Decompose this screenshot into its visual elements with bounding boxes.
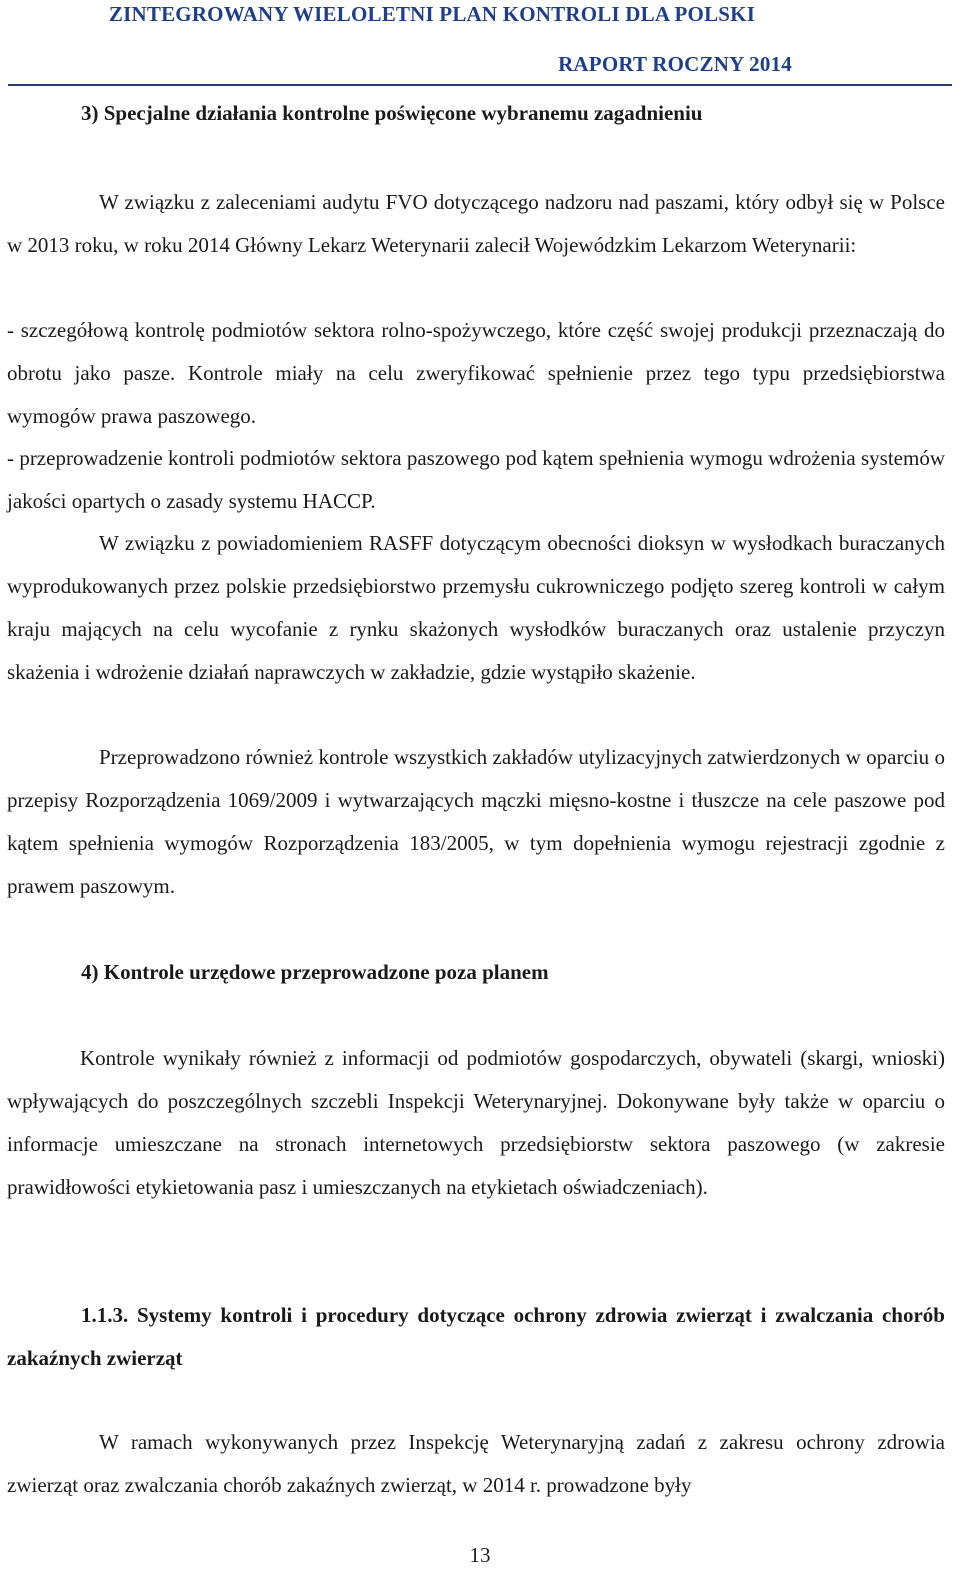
paragraph-fvo-audit: W związku z zaleceniami audytu FVO dotyczącego nadzoru nad paszami, który odbył się w Polsce w 2013 roku, w roku 2014 Główny Lekarz Weterynarii zalecił Wojewódzkim Lekarzom Weterynarii: [7, 190, 945, 257]
section-heading-1-1-3: 1.1.3. Systemy kontroli i procedury dotyczące ochrony zdrowia zwierząt i zwalczania chorób zakaźnych zwierząt [7, 1303, 945, 1370]
paragraph-detailed-control: - szczegółową kontrolę podmiotów sektora rolno-spożywczego, które część swojej produkcji przeznaczają do obrotu jako pasze. Kontrole miały na celu zweryfikować spełnienie przez tego typu przedsiębiorstwa wymogów prawa paszowego. [7, 318, 945, 428]
paragraph-utilization-plants: Przeprowadzono również kontrole wszystkich zakładów utylizacyjnych zatwierdzonych w oparciu o przepisy Rozporządzenia 1069/2009 i wytwarzających mączki mięsno-kostne i tłuszcze na cele paszowe pod kątem spełnienia wymogów Rozporządzenia 183/2005, w tym dopełnienia wymogu rejestracji zgodnie z prawem paszowym. [7, 745, 945, 898]
section-heading-4: 4) Kontrole urzędowe przeprowadzone poza planem [81, 960, 549, 984]
header-rule [8, 84, 952, 86]
paragraph-animal-health: W ramach wykonywanych przez Inspekcję Weterynaryjną zadań z zakresu ochrony zdrowia zwierząt oraz zwalczania chorób zakaźnych zwierząt, w 2014 r. prowadzone były [7, 1430, 945, 1497]
section-heading-3: 3) Specjalne działania kontrolne poświęcone wybranemu zagadnieniu [81, 101, 703, 125]
running-header-title: ZINTEGROWANY WIELOLETNI PLAN KONTROLI DLA POLSKI [108, 2, 756, 26]
paragraph-haccp: - przeprowadzenie kontroli podmiotów sektora paszowego pod kątem spełnienia wymogu wdrożenia systemów jakości opartych o zasady systemu HACCP. [7, 446, 945, 513]
paragraph-rasff: W związku z powiadomieniem RASFF dotyczącym obecności dioksyn w wysłodkach buraczanych wyprodukowanych przez polskie przedsiębiorstwo przemysłu cukrowniczego podjęto szereg kontroli w całym kraju mających na celu wycofanie z rynku skażonych wysłodków buraczanych oraz ustalenie przyczyn skażenia i wdrożenie działań naprawczych w zakładzie, gdzie wystąpiło skażenie. [7, 531, 945, 684]
paragraph-unplanned-controls: Kontrole wynikały również z informacji od podmiotów gospodarczych, obywateli (skargi, wnioski) wpływających do poszczególnych szczebli Inspekcji Weterynaryjnej. Dokonywane były także w oparciu o informacje umieszczane na stronach internetowych przedsiębiorstw sektora paszowego (w zakresie prawidłowości etykietowania pasz i umieszczanych na etykietach oświadczeniach). [7, 1046, 945, 1199]
page-number: 13 [469, 1543, 491, 1567]
running-header-subtitle: RAPORT ROCZNY 2014 [558, 52, 792, 76]
